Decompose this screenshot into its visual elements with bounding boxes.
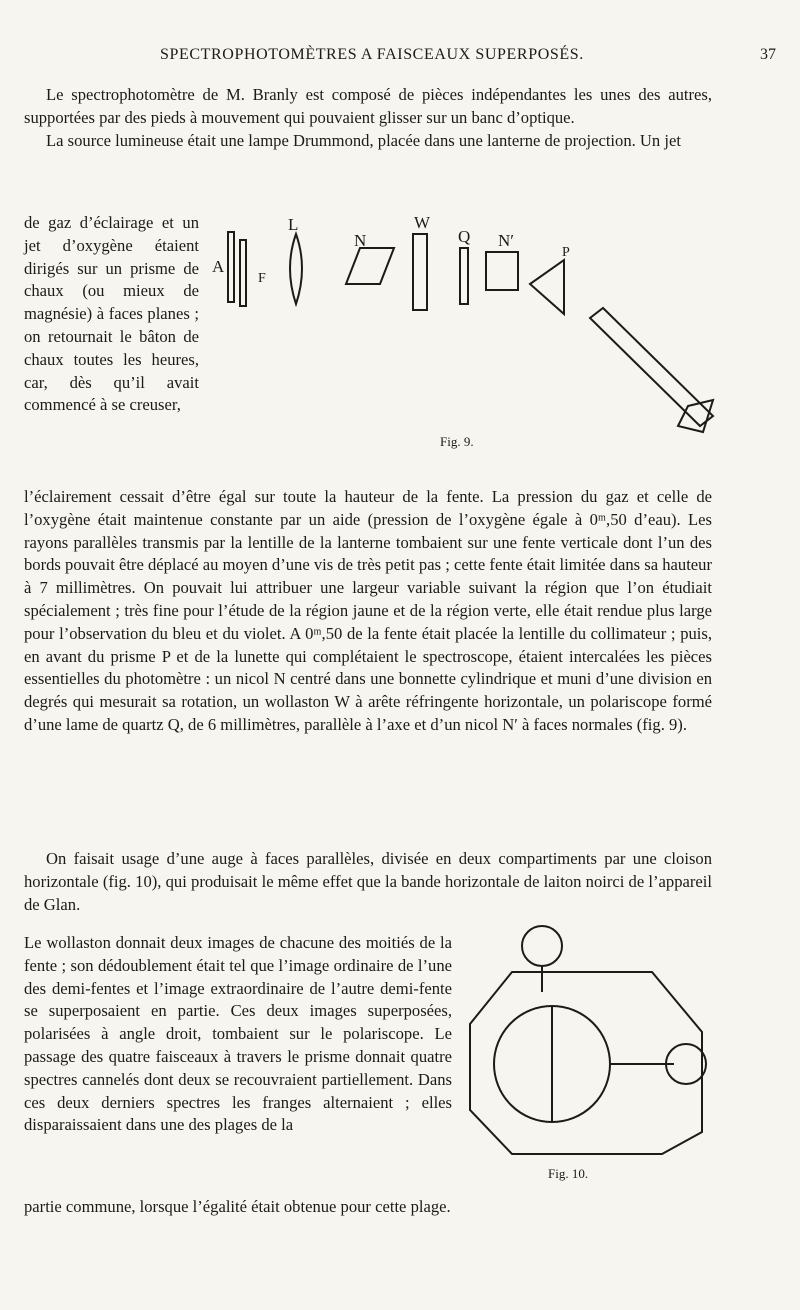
figure-9-diagram <box>208 204 728 454</box>
slit-plate <box>240 240 246 306</box>
paragraph-1 <box>24 84 712 152</box>
lamp-housing <box>228 232 234 302</box>
paragraph-2-narrow: de gaz d’éclairage et un jet d’oxygène étaient dirigés sur un prisme de chaux (ou mieux de magnésie) à faces planes ; on retournait le bâton de chaux toutes les heures, car, dès qu’il avait commencé à se creuser, <box>24 213 199 415</box>
label-N-prime: N′ <box>498 231 514 250</box>
paragraph-2-narrow-column <box>24 212 199 417</box>
paragraph-4-end-line <box>24 1196 712 1219</box>
label-P: P <box>562 245 570 260</box>
quartz-Q <box>460 248 468 304</box>
paragraph-3-text: On faisait usage d’une auge à faces parallèles, divisée en deux compartiments par une cloison horizontale (fig. 10), qui produisait le même effet que la bande horizontale de laiton noirci de l’appareil de Glan. <box>24 849 712 914</box>
label-A: A <box>212 257 225 276</box>
label-Q: Q <box>458 227 471 246</box>
label-W: W <box>414 213 431 232</box>
figure-10-caption: Fig. 10. <box>548 1166 589 1181</box>
label-N: N <box>354 231 367 250</box>
wollaston-W <box>413 234 427 310</box>
telescope-eyepiece <box>678 400 713 432</box>
paragraph-2-lead: La source lumineuse était une lampe Drummond, placée dans une lanterne de projection. Un jet <box>46 130 681 150</box>
paragraph-2-continued <box>24 486 712 737</box>
paragraph-1-text: Le spectrophotomètre de M. Branly est composé de pièces indépendantes les unes des autres, supportées par des pieds à mouvement qui pouvaient glisser sur un banc d’optique. <box>24 85 712 127</box>
telescope-tube <box>590 308 713 426</box>
top-knob <box>522 926 562 966</box>
nicol-N <box>346 248 394 284</box>
paragraph-4-end: partie commune, lorsque l’égalité était obtenue pour cette plage. <box>24 1197 451 1216</box>
collimator-lens <box>290 234 302 304</box>
figure-9-caption: Fig. 9. <box>440 434 474 449</box>
paragraph-4-narrow: Le wollaston donnait deux images de chacune des moitiés de la fente ; son dédoublement était tel que l’image ordinaire de l’une des demi-fentes et l’image extraordinaire de l’autre demi-fente se superposaient en partie. Ces deux images superposées, polarisées à angle droit, tombaient sur le polariscope. Le passage des quatre faisceaux à travers le prisme donnait quatre spectres cannelés dont deux se recouvraient partiellement. Dans ces deux derniers spectres les franges alternaient ; elles disparaissaient dans une des plages de la <box>24 933 452 1135</box>
prism-P <box>530 260 564 314</box>
page-number: 37 <box>760 46 776 63</box>
paragraph-4-narrow-column <box>24 932 452 1137</box>
figure-10-diagram <box>462 920 724 1165</box>
label-L: L <box>288 215 299 234</box>
page-header <box>0 46 800 68</box>
paragraph-2-rest: l’éclairement cessait d’être égal sur toute la hauteur de la fente. La pression du gaz et celle de l’oxygène était maintenue constante par un aide (pression de l’oxygène égale à 0ᵐ,50 d’eau). Les rayons parallèles transmis par la lentille de la lanterne tombaient sur une fente verticale dont l’un des bords pouvait être déplacé au moyen d’une vis de très petit pas ; cette fente était limitée dans sa hauteur à 7 millimètres. On pouvait lui attribuer une largeur variable suivant la région que l’on étudiait spécialement ; très fine pour l’étude de la région jaune et de la région verte, elle était rendue plus large pour l’observation du bleu et du violet. A 0ᵐ,50 de la fente était placée la lentille du collimateur ; puis, en avant du prisme P et de la lunette qui complétaient le spectroscope, étaient intercalées les pièces essentielles du photomètre : un nicol N centré dans une bonnette cylindrique et muni d’une division en degrés qui mesurait sa rotation, un wollaston W à arête réfringente horizontale, un polariscope formé d’une lame de quartz Q, de 6 millimètres, parallèle à l’axe et d’un nicol N′ à faces normales (fig. 9). <box>24 487 712 734</box>
paragraph-3 <box>24 848 712 916</box>
nicol-N-prime <box>486 252 518 290</box>
running-title: SPECTROPHOTOMÈTRES A FAISCEAUX SUPERPOSÉS. <box>160 46 584 63</box>
label-F: F <box>258 271 266 286</box>
